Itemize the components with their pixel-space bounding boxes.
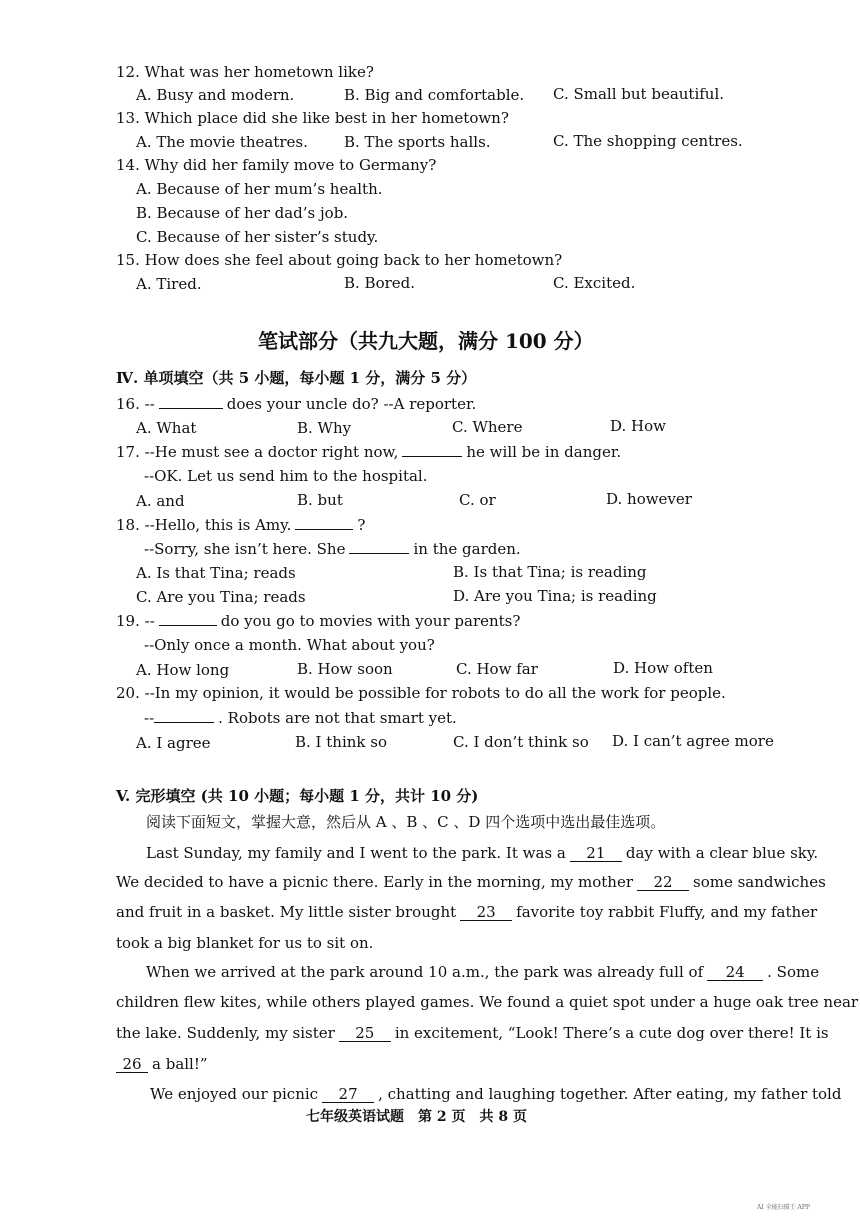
question-19-stem bbox=[116, 612, 520, 630]
passage-text: day with a clear blue sky. bbox=[625, 844, 819, 862]
q16-answer-blank bbox=[159, 408, 223, 409]
passage-text: We decided to have a picnic there. Early in the morning, my mother bbox=[116, 873, 634, 891]
q19-stem-end: do you go to movies with your parents? bbox=[220, 612, 521, 630]
q16-option-c: C. Where bbox=[452, 418, 523, 436]
q18-option-d: D. Are you Tina; is reading bbox=[453, 587, 657, 605]
q14-option-a: A. Because of her mum’s health. bbox=[136, 180, 383, 198]
page-footer: 七年级英语试题 第 2 页 共 8 页 bbox=[306, 1109, 527, 1125]
q17-stem-start: 17. --He must see a doctor right now, bbox=[116, 443, 399, 461]
passage-text: . Some bbox=[767, 963, 820, 981]
passage-text: the lake. Suddenly, my sister bbox=[116, 1024, 335, 1042]
passage-line-8 bbox=[116, 1055, 208, 1073]
written-part-heading: 笔试部分（共九大题，满分 100 分） bbox=[258, 329, 594, 353]
q14-option-c: C. Because of her sister’s study. bbox=[136, 228, 379, 246]
q19-reply: --Only once a month. What about you? bbox=[144, 636, 435, 654]
cloze-blank-27: 27 bbox=[322, 1086, 374, 1103]
q18-option-b: B. Is that Tina; is reading bbox=[453, 563, 647, 581]
question-14-stem: 14. Why did her family move to Germany? bbox=[116, 156, 437, 174]
q20-reply-start: -- bbox=[144, 709, 155, 727]
q13-option-b: B. The sports halls. bbox=[344, 133, 491, 151]
q20-option-a: A. I agree bbox=[136, 734, 211, 752]
q19-option-c: C. How far bbox=[456, 660, 538, 678]
q20-answer-blank bbox=[154, 722, 214, 723]
q18-reply bbox=[144, 540, 521, 558]
passage-line-1 bbox=[146, 844, 818, 862]
q20-reply bbox=[144, 709, 457, 727]
cloze-blank-22: 22 bbox=[637, 874, 689, 891]
q18-stem-start: 18. --Hello, this is Amy. bbox=[116, 516, 292, 534]
q19-option-d: D. How often bbox=[613, 659, 713, 677]
cloze-blank-26: 26 bbox=[116, 1056, 148, 1073]
passage-line-7 bbox=[116, 1024, 829, 1042]
q20-option-d: D. I can’t agree more bbox=[612, 732, 774, 750]
q15-option-c: C. Excited. bbox=[553, 274, 636, 292]
question-20-stem: 20. --In my opinion, it would be possible for robots to do all the work for people. bbox=[116, 684, 726, 702]
passage-text: favorite toy rabbit Fluffy, and my father bbox=[516, 903, 818, 921]
passage-line-5 bbox=[146, 963, 819, 981]
section-4-title: Ⅳ. 单项填空（共 5 小题，每小题 1 分，满分 5 分） bbox=[116, 369, 477, 387]
question-13-stem: 13. Which place did she like best in her hometown? bbox=[116, 109, 509, 127]
q20-option-b: B. I think so bbox=[295, 733, 387, 751]
q16-stem-start: 16. -- bbox=[116, 395, 155, 413]
passage-line-4: took a big blanket for us to sit on. bbox=[116, 934, 374, 952]
q16-stem-end: does your uncle do? --A reporter. bbox=[226, 395, 477, 413]
passage-line-2 bbox=[116, 873, 826, 891]
q12-option-a: A. Busy and modern. bbox=[136, 86, 295, 104]
q13-option-c: C. The shopping centres. bbox=[553, 132, 743, 150]
passage-line-6: children flew kites, while others played games. We found a quiet spot under a huge oak tree near bbox=[116, 993, 859, 1011]
q17-stem-end: he will be in danger. bbox=[466, 443, 622, 461]
question-16-stem bbox=[116, 395, 476, 413]
q20-reply-end: . Robots are not that smart yet. bbox=[218, 709, 457, 727]
passage-text: some sandwiches bbox=[693, 873, 826, 891]
passage-text: , chatting and laughing together. After eating, my father told bbox=[378, 1085, 842, 1103]
q18-option-a: A. Is that Tina; reads bbox=[136, 564, 296, 582]
passage-text: in excitement, “Look! There’s a cute dog over there! It is bbox=[394, 1024, 829, 1042]
section-5-instruction: 阅读下面短文，掌握大意，然后从 A 、B 、C 、D 四个选项中选出最佳选项。 bbox=[146, 813, 666, 831]
q13-option-a: A. The movie theatres. bbox=[136, 133, 308, 151]
q19-stem-start: 19. -- bbox=[116, 612, 155, 630]
q20-option-c: C. I don’t think so bbox=[453, 733, 589, 751]
q12-option-b: B. Big and comfortable. bbox=[344, 86, 525, 104]
q19-option-a: A. How long bbox=[136, 661, 230, 679]
q17-option-a: A. and bbox=[136, 492, 185, 510]
q18-reply-end: in the garden. bbox=[413, 540, 521, 558]
passage-text: and fruit in a basket. My little sister brought bbox=[116, 903, 457, 921]
q17-option-b: B. but bbox=[297, 491, 343, 509]
q18-stem-end: ? bbox=[357, 516, 366, 534]
question-18-stem bbox=[116, 516, 365, 534]
passage-text: a ball!” bbox=[152, 1055, 208, 1073]
q14-option-b: B. Because of her dad’s job. bbox=[136, 204, 349, 222]
cloze-blank-25: 25 bbox=[339, 1025, 391, 1042]
question-12-stem: 12. What was her hometown like? bbox=[116, 63, 374, 81]
q18-reply-start: --Sorry, she isn’t here. She bbox=[144, 540, 346, 558]
passage-line-9 bbox=[150, 1085, 841, 1103]
q15-option-a: A. Tired. bbox=[136, 275, 202, 293]
scanner-watermark: AI 全能扫描王 APP bbox=[757, 1204, 810, 1211]
question-15-stem: 15. How does she feel about going back to her hometown? bbox=[116, 251, 563, 269]
question-17-stem bbox=[116, 443, 621, 461]
q18-option-c: C. Are you Tina; reads bbox=[136, 588, 306, 606]
q16-option-d: D. How bbox=[610, 417, 666, 435]
q19-option-b: B. How soon bbox=[297, 660, 393, 678]
cloze-blank-24: 24 bbox=[707, 964, 763, 981]
q19-answer-blank bbox=[159, 625, 217, 626]
q18-answer-blank-1 bbox=[295, 529, 353, 530]
q17-option-d: D. however bbox=[606, 490, 692, 508]
q16-option-a: A. What bbox=[136, 419, 197, 437]
passage-text: We enjoyed our picnic bbox=[150, 1085, 319, 1103]
q18-answer-blank-2 bbox=[349, 553, 409, 554]
section-5-title: V. 完形填空 (共 10 小题；每小题 1 分，共计 10 分) bbox=[116, 787, 479, 805]
cloze-blank-21: 21 bbox=[570, 845, 622, 862]
q16-option-b: B. Why bbox=[297, 419, 352, 437]
q17-answer-blank bbox=[402, 456, 462, 457]
q12-option-c: C. Small but beautiful. bbox=[553, 85, 725, 103]
passage-text: Last Sunday, my family and I went to the park. It was a bbox=[146, 844, 566, 862]
cloze-blank-23: 23 bbox=[460, 904, 512, 921]
q15-option-b: B. Bored. bbox=[344, 274, 416, 292]
passage-text: When we arrived at the park around 10 a.m., the park was already full of bbox=[146, 963, 704, 981]
q17-reply: --OK. Let us send him to the hospital. bbox=[144, 467, 428, 485]
q17-option-c: C. or bbox=[459, 491, 496, 509]
passage-line-3 bbox=[116, 903, 817, 921]
